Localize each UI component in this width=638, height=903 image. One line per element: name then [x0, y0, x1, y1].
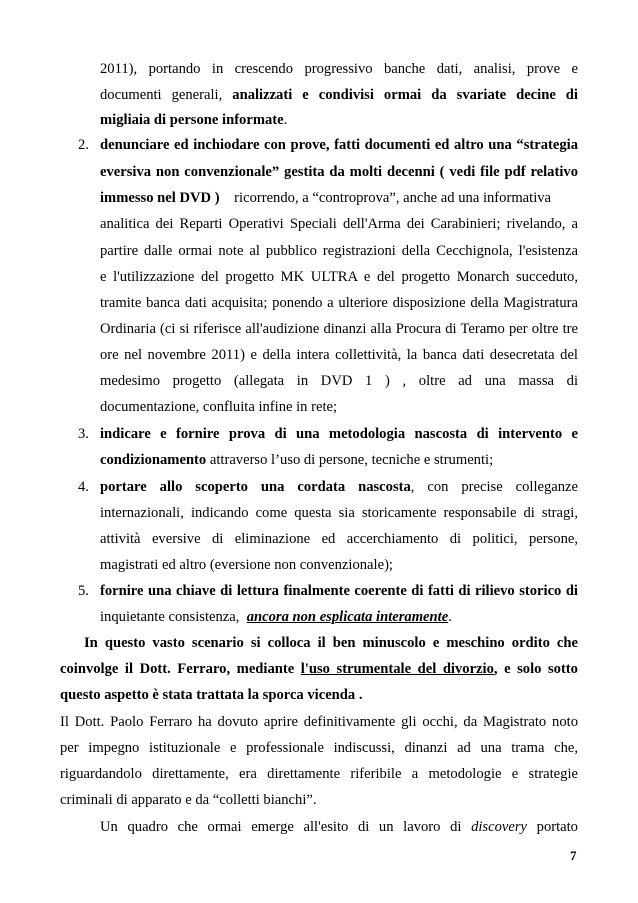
item1-line2 — [100, 84, 578, 106]
item2-line2: eversiva non convenzionale” gestita da molti decenni ( vedi file pdf relativo — [100, 164, 578, 180]
item3-line2 — [100, 449, 493, 471]
item3-line2-bold: condizionamento — [100, 452, 207, 468]
para2-line4: criminali di apparato e da “colletti bianchi”. — [60, 792, 317, 808]
item1-line1: 2011), portando in crescendo progressivo banche dati, analisi, prove e — [100, 61, 578, 77]
item1-line2-bold: analizzati e condivisi ormai da svariate decine di — [232, 87, 578, 103]
para2-line2: per impegno istituzionale e professionale indiscussi, dinanzi ad una trama che, — [60, 740, 578, 756]
item5-line2-period: . — [448, 609, 452, 625]
para3-line1-plain: Un quadro che ormai emerge all'esito di un lavoro di — [100, 819, 462, 835]
item3-line1: indicare e fornire prova di una metodologia nascosta di intervento e — [100, 426, 578, 442]
item1-line3-bold: migliaia di persone informate — [100, 112, 284, 128]
para3-line1 — [100, 816, 578, 838]
item1-line2-plain: documenti generali, — [100, 87, 223, 103]
para1-line2-tail: , e solo sotto — [493, 661, 578, 677]
item2-line3-plain: ricorrendo, a “controprova”, anche ad una informativa — [234, 190, 552, 206]
item2-line10: medesimo progetto (allegata in DVD 1 ) , oltre ad una massa di — [100, 373, 578, 389]
item2-line4: analitica dei Reparti Operativi Speciali dell'Arma dei Carabinieri; rivelando, a — [100, 216, 578, 232]
item5-line1: fornire una chiave di lettura finalmente coerente di fatti di rilievo storico di — [100, 583, 578, 599]
item5-line2-emphasis: ancora non esplicata interamente — [246, 609, 449, 625]
item5-line2 — [100, 606, 452, 628]
item4-line3: attività eversive di eliminazione ed accerchiamento di politici, persone, — [100, 531, 578, 547]
para3-line1-italic: discovery — [471, 819, 527, 835]
para1-line2 — [60, 658, 578, 680]
page-number: 7 — [570, 848, 577, 863]
item2-line7: tramite banca dati acquisita; ponendo a ulteriore disposizione della Magistratura — [100, 295, 578, 311]
item4-line2: internazionali, indicando come questa sia storicamente responsabile di stragi, — [100, 505, 578, 521]
item1-line3 — [100, 109, 287, 131]
item2-line6: e l'utilizzazione del progetto MK ULTRA e del progetto Monarch succeduto, — [100, 269, 578, 285]
item5-number: 5. — [78, 583, 89, 599]
item1-line3-period: . — [283, 112, 288, 128]
item3-number: 3. — [78, 426, 89, 442]
para3-line1-tail: portato — [536, 819, 578, 835]
para2-line3: riguardandolo direttamente, era direttamente riferibile a metodologie e strategie — [60, 766, 578, 782]
item2-line5: partire dalle ormai note al pubblico registrazioni della Cecchignola, l'esistenza — [100, 243, 578, 259]
item2-line1: denunciare ed inchiodare con prove, fatti documenti ed altro una “strategia — [100, 137, 578, 153]
item2-number: 2. — [78, 137, 89, 153]
item4-line1-plain: , con precise colleganze — [410, 479, 578, 495]
item2-line11: documentazione, confluita infine in rete; — [100, 399, 338, 415]
item2-line3 — [100, 187, 578, 209]
item4-line1 — [100, 476, 578, 498]
item3-line2-plain: attraverso l’uso di persone, tecniche e strumenti; — [206, 452, 494, 468]
para1-line2-underlined: l'uso strumentale del divorzio — [300, 661, 494, 677]
item2-line3-bold: immesso nel DVD ) — [100, 190, 220, 206]
item4-line4: magistrati ed altro (eversione non convenzionale); — [100, 557, 393, 573]
para1-line1: In questo vasto scenario si colloca il ben minuscolo e meschino ordito che — [84, 635, 578, 651]
para1-line3: questo aspetto è stata trattata la sporca vicenda . — [60, 687, 363, 703]
item4-number: 4. — [78, 479, 89, 495]
item2-line9: ore nel novembre 2011) e della intera collettività, la banca dati desecretata del — [100, 347, 578, 363]
item4-line1-bold: portare allo scoperto una cordata nascosta — [100, 479, 411, 495]
para1-line2-bold: coinvolge il Dott. Ferraro, mediante — [60, 661, 295, 677]
para2-line1: Il Dott. Paolo Ferraro ha dovuto aprire definitivamente gli occhi, da Magistrato noto — [60, 714, 578, 730]
item5-line2-plain: inquietante consistenza, — [100, 609, 240, 625]
item2-line8: Ordinaria (ci si riferisce all'audizione dinanzi alla Procura di Teramo per oltre tre — [100, 321, 578, 337]
